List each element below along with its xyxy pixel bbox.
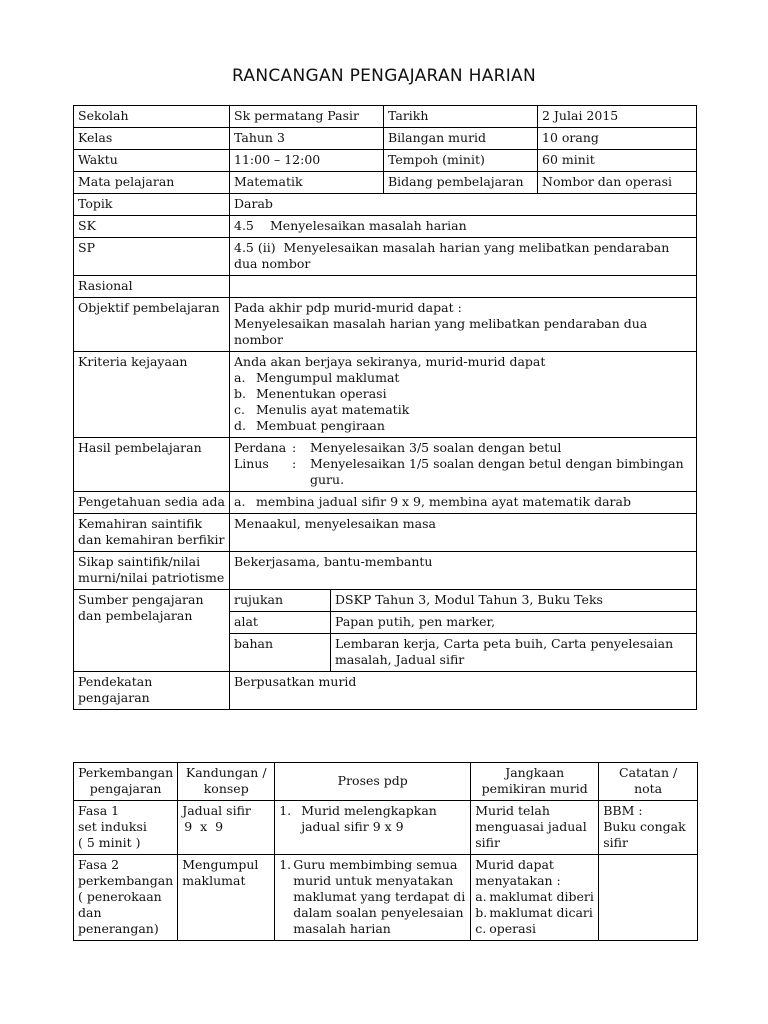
list-marker: a.: [234, 494, 246, 509]
table-row: [74, 514, 697, 552]
header-jangkaan: Jangkaan pemikiran murid: [471, 763, 599, 801]
kriteria-intro: Anda akan berjaya sekiranya, murid-murid dapat: [234, 354, 546, 369]
table-row: [74, 106, 697, 128]
bahan-label: bahan: [230, 634, 331, 672]
table-row: [74, 150, 697, 172]
fasa1-line-3: ( 5 minit ): [78, 835, 141, 850]
kemahiran-value: Menaakul, menyelesaikan masa: [230, 514, 697, 552]
sk-number: 4.5: [234, 218, 254, 233]
list-marker: c.: [475, 921, 487, 936]
header-catatan: Catatan / nota: [599, 763, 698, 801]
list-text: operasi: [489, 921, 536, 936]
table-row: [74, 590, 697, 672]
table-row: [74, 552, 697, 590]
list-marker: a.: [234, 370, 246, 385]
list-item: [234, 370, 692, 386]
table-row: [74, 855, 698, 941]
sp-label: SP: [74, 238, 230, 276]
mata-pelajaran-value: Matematik: [230, 172, 384, 194]
hasil-label: Hasil pembelajaran: [74, 438, 230, 492]
fasa1-kandungan-2: 9 x 9: [184, 819, 224, 834]
pendekatan-label: Pendekatan pengajaran: [74, 672, 230, 710]
tempoh-value: 60 minit: [538, 150, 697, 172]
sekolah-value: Sk permatang Pasir: [230, 106, 384, 128]
rasional-label: Rasional: [74, 276, 230, 298]
objektif-label: Objektif pembelajaran: [74, 298, 230, 352]
rujukan-label: rujukan: [230, 590, 331, 612]
bidang-label: Bidang pembelajaran: [384, 172, 538, 194]
list-item: [234, 402, 692, 418]
sekolah-label: Sekolah: [74, 106, 230, 128]
tarikh-value: 2 Julai 2015: [538, 106, 697, 128]
kelas-label: Kelas: [74, 128, 230, 150]
sikap-value: Bekerjasama, bantu-membantu: [230, 552, 697, 590]
fasa1-line-2: set induksi: [78, 819, 147, 834]
header-perkembangan: Perkembangan pengajaran: [74, 763, 178, 801]
table-row: [74, 128, 697, 150]
kelas-value: Tahun 3: [230, 128, 384, 150]
list-marker: a.: [475, 889, 487, 904]
table-header-row: [74, 763, 698, 801]
rasional-value: [230, 276, 697, 298]
alat-label: alat: [230, 612, 331, 634]
objektif-value: [230, 298, 697, 352]
tempoh-label: Tempoh (minit): [384, 150, 538, 172]
fasa1-jangkaan: Murid telah menguasai jadual sifir: [471, 801, 599, 855]
rujukan-value: DSKP Tahun 3, Modul Tahun 3, Buku Teks: [335, 592, 603, 607]
fasa1-catatan-2: Buku congak sifir: [603, 819, 686, 850]
kriteria-label: Kriteria kejayaan: [74, 352, 230, 438]
list-text: maklumat diberi: [489, 889, 594, 904]
sp-value: 4.5 (ii) Menyelesaikan masalah harian yang melibatkan pendaraban dua nombor: [230, 238, 697, 276]
table-row: [74, 216, 697, 238]
list-text: Menentukan operasi: [256, 386, 387, 401]
linus-line: [234, 456, 692, 488]
table-row: [74, 672, 697, 710]
fasa2-kandungan: Mengumpul maklumat: [178, 855, 275, 941]
table-row: [230, 634, 696, 672]
list-item: [475, 905, 594, 921]
list-text: Membuat pengiraan: [256, 418, 385, 433]
fasa2-line-3: ( penerokaan dan penerangan): [78, 889, 162, 936]
pengetahuan-value: [230, 492, 697, 514]
table-row: [230, 612, 696, 634]
perdana-key: Perdana: [234, 440, 287, 455]
mata-pelajaran-label: Mata pelajaran: [74, 172, 230, 194]
list-item: [475, 889, 594, 905]
kriteria-value: [230, 352, 697, 438]
fasa2-jangkaan-intro: Murid dapat menyatakan :: [475, 857, 561, 888]
table-row: [74, 194, 697, 216]
table-row: [74, 172, 697, 194]
fasa2-jangkaan: [471, 855, 599, 941]
list-marker: 1.: [279, 803, 292, 818]
table-row: [74, 352, 697, 438]
linus-key: Linus: [234, 456, 269, 471]
bidang-value: Nombor dan operasi: [538, 172, 697, 194]
header-proses: Proses pdp: [275, 763, 471, 801]
bilangan-label: Bilangan murid: [384, 128, 538, 150]
pendekatan-value: Berpusatkan murid: [230, 672, 697, 710]
fasa1-catatan-1: BBM :: [603, 803, 643, 818]
list-item: [475, 921, 594, 937]
fasa2-proses: [275, 855, 471, 941]
list-text: maklumat dicari: [489, 905, 593, 920]
sumber-label: Sumber pengajaran dan pembelajaran: [74, 590, 230, 672]
alat-value: Papan putih, pen marker,: [331, 612, 697, 634]
fasa2-catatan: [599, 855, 698, 941]
linus-text: Menyelesaikan 1/5 soalan dengan betul dengan bimbingan guru.: [310, 456, 684, 487]
waktu-label: Waktu: [74, 150, 230, 172]
objektif-line-1: Pada akhir pdp murid-murid dapat :: [234, 300, 462, 315]
fasa1-kandungan: [178, 801, 275, 855]
list-marker: d.: [234, 418, 246, 433]
sikap-label: Sikap saintifik/nilai murni/nilai patriotisme: [74, 552, 230, 590]
list-item: [279, 803, 466, 835]
topik-label: Topik: [74, 194, 230, 216]
lesson-info-table: [73, 105, 697, 710]
sk-value: [230, 216, 697, 238]
list-text: Mengumpul maklumat: [256, 370, 400, 385]
list-item: [234, 494, 692, 510]
sumber-table: [230, 590, 696, 671]
table-row: [230, 590, 696, 612]
topik-value: Darab: [230, 194, 697, 216]
table-row: [74, 801, 698, 855]
list-text: Guru membimbing semua murid untuk menyatakan maklumat yang terdapat di dalam soalan penyelesaian masalah harian: [293, 857, 466, 936]
pengetahuan-label: Pengetahuan sedia ada: [74, 492, 230, 514]
objektif-line-2: Menyelesaikan masalah harian yang melibatkan pendaraban dua nombor: [234, 316, 648, 347]
list-text: Murid melengkapkan jadual sifir 9 x 9: [301, 803, 437, 834]
list-marker: b.: [475, 905, 488, 920]
fasa2-perkembangan: [74, 855, 178, 941]
tarikh-label: Tarikh: [384, 106, 538, 128]
sumber-value: [230, 590, 697, 672]
sk-text: Menyelesaikan masalah harian: [270, 218, 467, 233]
fasa1-proses: [275, 801, 471, 855]
table-row: [74, 238, 697, 276]
fasa2-line-1: Fasa 2: [78, 857, 120, 872]
list-marker: 1.: [279, 857, 292, 872]
perdana-line: [234, 440, 692, 456]
proses-table: [73, 762, 698, 941]
hasil-value: [230, 438, 697, 492]
list-marker: c.: [234, 402, 245, 417]
separator: :: [292, 440, 297, 455]
list-item: [279, 857, 466, 937]
table-row: [74, 492, 697, 514]
table-row: [74, 276, 697, 298]
bilangan-value: 10 orang: [538, 128, 697, 150]
list-marker: b.: [234, 386, 246, 401]
fasa2-line-2: perkembangan: [78, 873, 174, 888]
list-item: [234, 418, 692, 434]
list-text: Menulis ayat matematik: [256, 402, 410, 417]
fasa1-catatan: [599, 801, 698, 855]
sk-label: SK: [74, 216, 230, 238]
fasa1-kandungan-1: Jadual sifir: [182, 803, 251, 818]
header-kandungan: Kandungan / konsep: [178, 763, 275, 801]
table-row: [74, 438, 697, 492]
list-text: membina jadual sifir 9 x 9, membina ayat matematik darab: [256, 494, 631, 509]
kemahiran-label: Kemahiran saintifik dan kemahiran berfikir: [74, 514, 230, 552]
fasa1-perkembangan: [74, 801, 178, 855]
table-row: [74, 298, 697, 352]
fasa1-line-1: Fasa 1: [78, 803, 120, 818]
separator: :: [292, 456, 297, 471]
waktu-value: 11:00 – 12:00: [230, 150, 384, 172]
page-title: RANCANGAN PENGAJARAN HARIAN: [231, 66, 537, 86]
bahan-value: Lembaran kerja, Carta peta buih, Carta penyelesaian masalah, Jadual sifir: [331, 634, 697, 672]
perdana-text: Menyelesaikan 3/5 soalan dengan betul: [310, 440, 562, 455]
list-item: [234, 386, 692, 402]
